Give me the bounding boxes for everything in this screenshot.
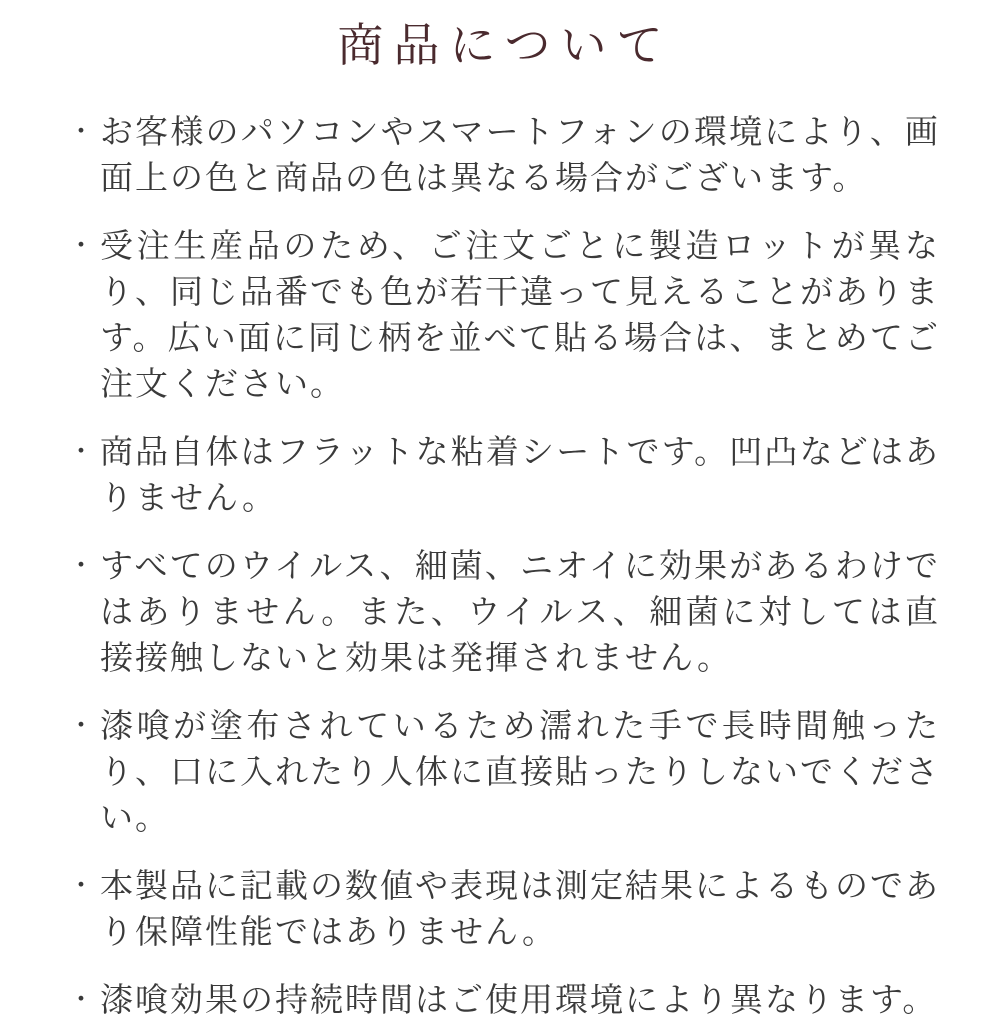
list-item: [68, 109, 940, 201]
note-text-effect-duration: 漆喰効果の持続時間はご使用環境により異なります。: [100, 980, 938, 1020]
bullet-icon: ・: [68, 117, 95, 148]
bullet-icon: ・: [68, 711, 95, 742]
list-item: [68, 429, 940, 521]
note-text-flat-sheet: 商品自体はフラットな粘着シートです。凹凸などはありません。: [100, 432, 940, 518]
note-text-measured-values: 本製品に記載の数値や表現は測定結果によるものであり保障性能ではありません。: [100, 866, 940, 952]
notes-list: [0, 109, 1000, 1023]
list-item: [68, 863, 940, 955]
bullet-icon: ・: [68, 231, 95, 262]
bullet-icon: ・: [68, 871, 95, 902]
note-text-production-lot: 受注生産品のため、ご注文ごとに製造ロットが異なり、同じ品番でも色が若干違って見えることがあります。広い面に同じ柄を並べて貼る場合は、まとめてご注文ください。: [100, 226, 940, 404]
bullet-icon: ・: [68, 985, 95, 1016]
note-text-virus-effect: すべてのウイルス、細菌、ニオイに効果があるわけではありません。また、ウイルス、細菌に対しては直接接触しないと効果は発揮されません。: [100, 546, 940, 678]
page-title: 商品について: [337, 18, 673, 72]
note-text-plaster-caution: 漆喰が塗布されているため濡れた手で長時間触ったり、口に入れたり人体に直接貼ったりしないでください。: [100, 706, 940, 838]
list-item: [68, 977, 940, 1023]
bullet-icon: ・: [68, 551, 95, 582]
list-item: [68, 543, 940, 681]
bullet-icon: ・: [68, 437, 95, 468]
list-item: [68, 703, 940, 841]
list-item: [68, 223, 940, 407]
note-text-color-difference: お客様のパソコンやスマートフォンの環境により、画面上の色と商品の色は異なる場合がございます。: [100, 112, 940, 198]
